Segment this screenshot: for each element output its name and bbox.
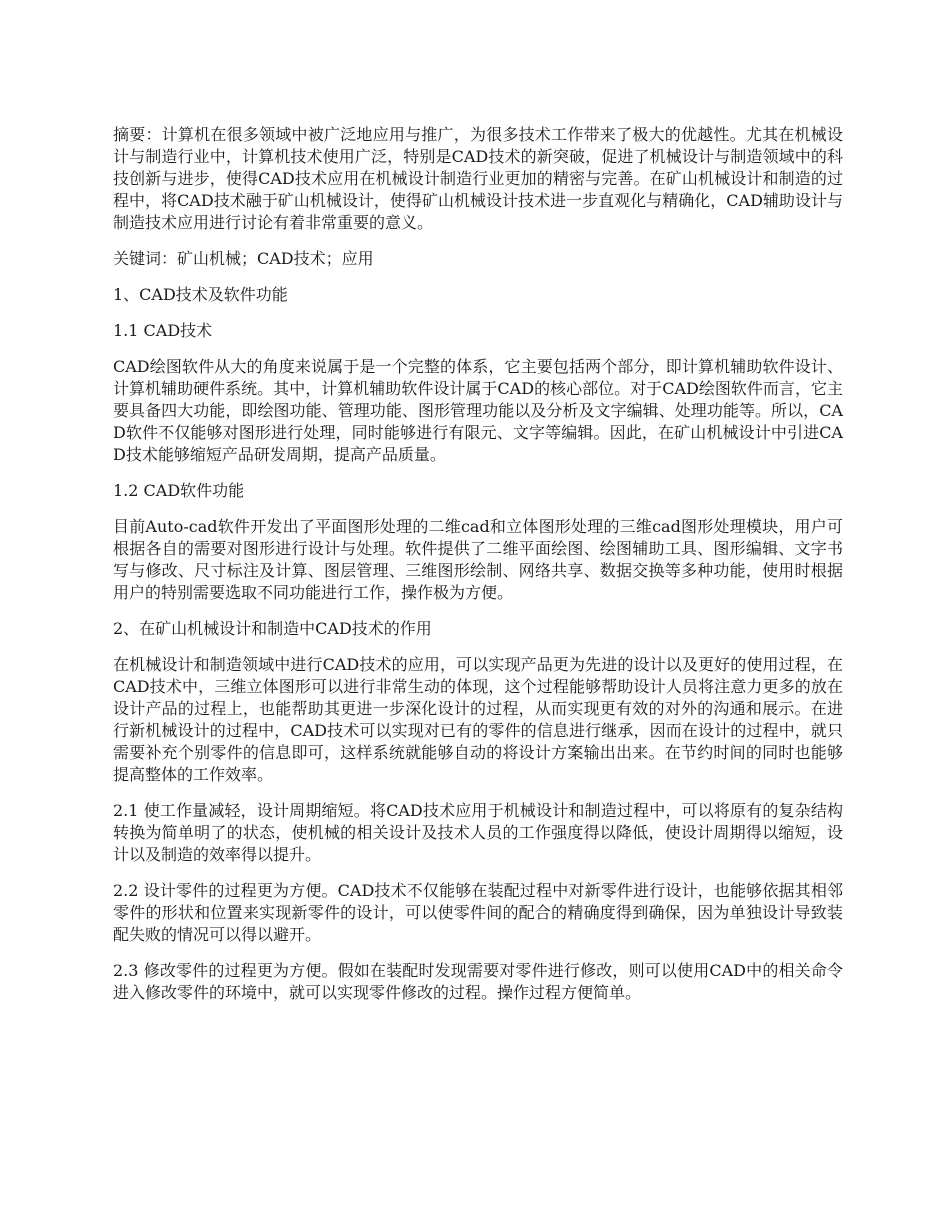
section-1-1-body: CAD绘图软件从大的角度来说属于是一个完整的体系，它主要包括两个部分，即计算机辅助软件设计、计算机辅助硬件系统。其中，计算机辅助软件设计属于CAD的核心部位。对于CAD绘图软件而言，它主要具备四大功能，即绘图功能、管理功能、图形管理功能以及分析及文字编辑、处理功能等。所以，CAD软件不仅能够对图形进行处理，同时能够进行有限元、文字等编辑。因此，在矿山机械设计中引进CAD技术能够缩短产品研发周期，提高产品质量。 [113,357,843,464]
keywords-line: 关键词：矿山机械；CAD技术；应用 [113,249,374,268]
section-1-2-body: 目前Auto-cad软件开发出了平面图形处理的二维cad和立体图形处理的三维cad图形处理模块，用户可根据各自的需要对图形进行设计与处理。软件提供了二维平面绘图、绘图辅助工具、图形编辑、文字书写与修改、尺寸标注及计算、图层管理、三维图形绘制、网络共享、数据交换等多种功能，使用时根据用户的特别需要选取不同功能进行工作，操作极为方便。 [113,517,843,602]
section-1-1-heading: 1.1 CAD技术 [113,321,213,340]
section-2-2-paragraph: 2.2 设计零件的过程更为方便。CAD技术不仅能够在装配过程中对新零件进行设计，也能够依据其相邻零件的形状和位置来实现新零件的设计，可以使零件间的配合的精确度得到确保，因为单独设计导致装配失败的情况可以得以避开。 [113,881,843,944]
section-2-1-paragraph: 2.1 使工作量减轻，设计周期缩短。将CAD技术应用于机械设计和制造过程中，可以将原有的复杂结构转换为简单明了的状态，使机械的相关设计及技术人员的工作强度得以降低，使设计周期得以缩短，设计以及制造的效率得以提升。 [113,801,843,864]
section-1-2-heading: 1.2 CAD软件功能 [113,481,245,500]
abstract-paragraph: 摘要：计算机在很多领域中被广泛地应用与推广，为很多技术工作带来了极大的优越性。尤其在机械设计与制造行业中，计算机技术使用广泛，特别是CAD技术的新突破，促进了机械设计与制造领域中的科技创新与进步，使得CAD技术应用在机械设计制造行业更加的精密与完善。在矿山机械设计和制造的过程中，将CAD技术融于矿山机械设计，使得矿山机械设计技术进一步直观化与精确化，CAD辅助设计与制造技术应用进行讨论有着非常重要的意义。 [113,125,843,232]
section-2-body: 在机械设计和制造领域中进行CAD技术的应用，可以实现产品更为先进的设计以及更好的使用过程，在CAD技术中，三维立体图形可以进行非常生动的体现，这个过程能够帮助设计人员将注意力更多的放在设计产品的过程上，也能帮助其更进一步深化设计的过程，从而实现更有效的对外的沟通和展示。在进行新机械设计的过程中，CAD技术可以实现对已有的零件的信息进行继承，因而在设计的过程中，就只需要补充个别零件的信息即可，这样系统就能够自动的将设计方案输出出来。在节约时间的同时也能够提高整体的工作效率。 [113,655,843,784]
section-2-3-paragraph: 2.3 修改零件的过程更为方便。假如在装配时发现需要对零件进行修改，则可以使用CAD中的相关命令进入修改零件的环境中，就可以实现零件修改的过程。操作过程方便简单。 [113,961,843,1002]
section-1-heading: 1、CAD技术及软件功能 [113,285,288,304]
document-page [113,124,843,1018]
section-2-heading: 2、在矿山机械设计和制造中CAD技术的作用 [113,619,432,638]
